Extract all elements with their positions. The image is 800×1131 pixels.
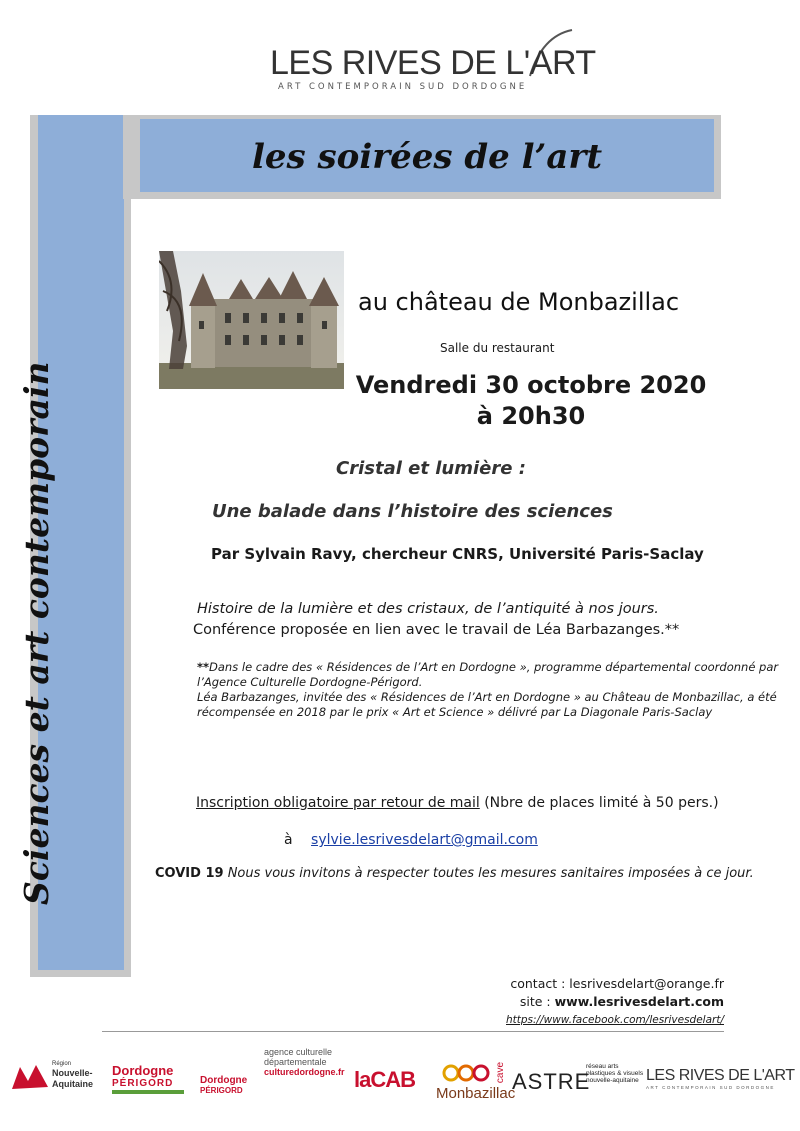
footnote-text2: Léa Barbazanges, invitée des « Résidences de l’Art en Dordogne » au Château de Monbazillac, a été récompensée en 2018 par le prix « Art et Science » délivré par La Diagonale Paris-Saclay: [197, 690, 777, 719]
title-band: [123, 115, 721, 199]
dordogne1-name: Dordogne: [112, 1063, 174, 1078]
event-date-time: à 20h30: [476, 402, 586, 430]
event-date: [355, 370, 707, 432]
cave-circles-icon: [442, 1063, 490, 1083]
agence-text: agence culturelle départementale: [264, 1047, 333, 1067]
lacab-text: laCAB: [354, 1067, 416, 1092]
nouvelle-aquitaine-small: Région: [52, 1061, 72, 1067]
facebook-link[interactable]: https://www.facebook.com/lesrivesdelart/: [506, 1014, 724, 1026]
signup-email-line: [284, 832, 538, 848]
side-title: Sciences et art contemporain: [17, 361, 56, 905]
footnote-text1: Dans le cadre des « Résidences de l’Art en Dordogne », programme départemental coordonné par l’Agence Culturelle Dordogne-Périgord.: [197, 660, 779, 689]
partner-dordogne-1: [112, 1063, 184, 1094]
dordogne1-bar: [112, 1090, 184, 1094]
description-line1: Histoire de la lumière et des cristaux, de l’antiquité à nos jours.: [197, 601, 659, 617]
nouvelle-aquitaine-text: Nouvelle-Aquitaine: [52, 1068, 94, 1089]
contact-email-line: [506, 975, 724, 993]
conference-subtitle: Une balade dans l’histoire des sciences: [212, 501, 613, 522]
partner-agence-culturelle: [264, 1047, 348, 1077]
partner-dordogne-2: [200, 1075, 247, 1095]
covid-text: Nous vous invitons à respecter toutes les mesures sanitaires imposées à ce jour.: [223, 866, 754, 881]
contact-block: [506, 975, 724, 1029]
astre-text: ASTRE: [512, 1069, 591, 1094]
description-line2: Conférence proposée en lien avec le travail de Léa Barbazanges.**: [193, 622, 680, 638]
contact-email[interactable]: lesrivesdelart@orange.fr: [569, 976, 724, 991]
footnote: [197, 660, 787, 720]
description: [193, 599, 679, 641]
contact-label: contact :: [510, 976, 570, 991]
dordogne1-sub: PÉRIGORD: [112, 1078, 174, 1089]
title-band-inner: [140, 119, 714, 192]
monbazillac-text: Monbazillac: [436, 1085, 516, 1102]
site-label: site :: [519, 994, 555, 1009]
logo-tagline: ART CONTEMPORAIN SUD DORDOGNE: [278, 82, 528, 92]
cave-text: cave: [495, 1061, 507, 1084]
contact-site-line: [506, 993, 724, 1011]
logo-brand: LES RIVES DE L'ART: [270, 44, 596, 82]
event-date-day: Vendredi 30 octobre 2020: [355, 371, 707, 399]
signup-line: [196, 795, 719, 811]
signup-required: Inscription obligatoire par retour de mail: [196, 795, 480, 811]
signup-limit: (Nbre de places limité à 50 pers.): [479, 795, 719, 811]
site-link[interactable]: www.lesrivesdelart.com: [554, 994, 724, 1009]
partner-logos: [8, 1045, 795, 1115]
conference-speaker: Par Sylvain Ravy, chercheur CNRS, Université Paris-Saclay: [211, 545, 704, 563]
nouvelle-aquitaine-icon: [10, 1061, 50, 1091]
partner-lacab: [354, 1067, 415, 1093]
astre-sub: réseau arts plastiques & visuels nouvelle-aquitaine: [586, 1063, 644, 1084]
signup-email-link[interactable]: sylvie.lesrivesdelart@gmail.com: [311, 832, 538, 848]
rives-small-tagline: ART CONTEMPORAIN SUD DORDOGNE: [646, 1085, 775, 1090]
rives-small-brand: LES RIVES DE L'ART: [646, 1067, 795, 1084]
dordogne2-name: Dordogne: [200, 1075, 248, 1086]
footer-divider: [102, 1031, 724, 1032]
covid-notice: [155, 866, 754, 881]
event-room: Salle du restaurant: [440, 341, 555, 355]
agence-url: culturedordogne.fr: [264, 1067, 345, 1077]
partner-rives-de-lart: [646, 1067, 794, 1090]
footnote-marker: **: [197, 660, 210, 674]
partner-astre: [512, 1063, 644, 1095]
covid-label: COVID 19: [155, 866, 224, 881]
header-logo: [270, 26, 596, 96]
signup-to: à: [284, 832, 293, 848]
conference-title: Cristal et lumière :: [336, 458, 526, 479]
page-title: les soirées de l’art: [251, 137, 603, 177]
dordogne2-sub: PÉRIGORD: [200, 1086, 243, 1095]
chateau-photo: [159, 251, 344, 389]
event-venue: au château de Monbazillac: [358, 288, 680, 316]
